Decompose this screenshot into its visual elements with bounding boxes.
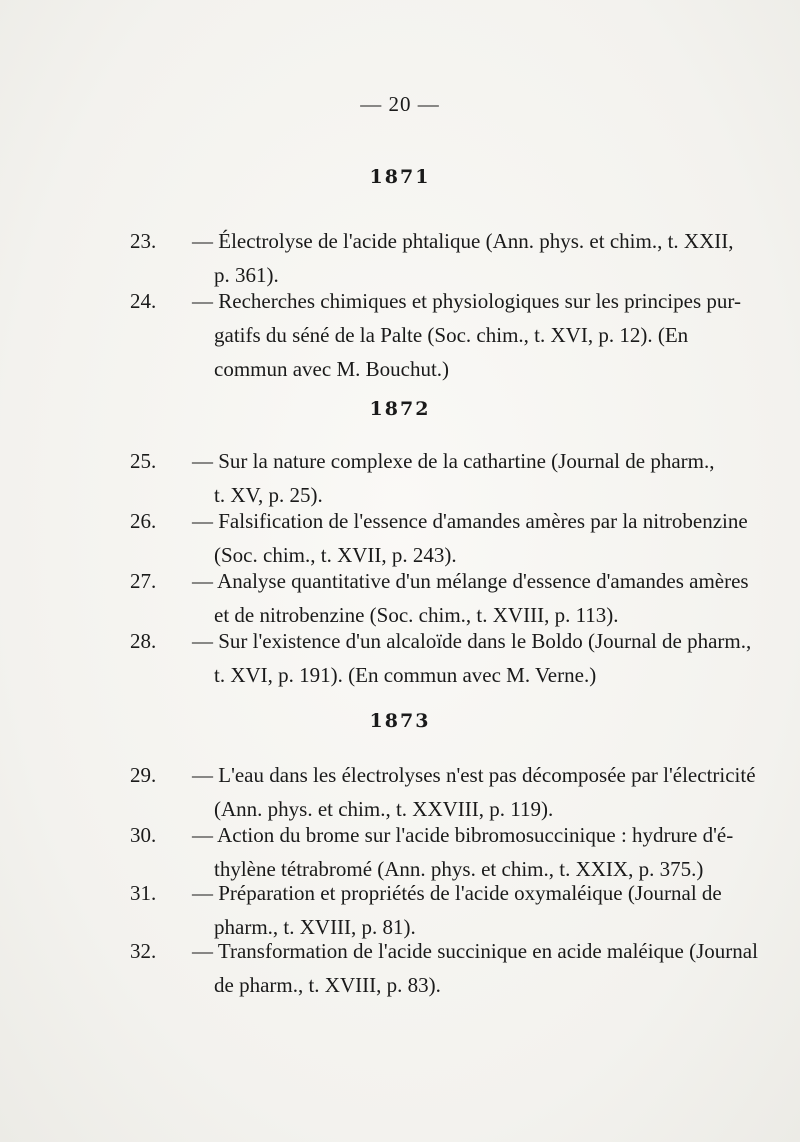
entry-line: de pharm., t. XVIII, p. 83).	[214, 973, 441, 997]
entry-number: 25.	[130, 449, 157, 473]
entry-number: 28.	[130, 629, 157, 653]
entry-32	[130, 934, 780, 1002]
entry-line: (Ann. phys. et chim., t. XXVIII, p. 119).	[214, 797, 554, 821]
entry-line: — Recherches chimiques et physiologiques sur les principes pur-	[192, 289, 741, 313]
entry-number: 23.	[130, 229, 157, 253]
entry-28	[130, 624, 780, 692]
entry-line: — Transformation de l'acide succinique en acide maléique (Journal	[192, 939, 758, 963]
entry-number: 29.	[130, 763, 157, 787]
entry-line: gatifs du séné de la Palte (Soc. chim., t. XVI, p. 12). (En	[214, 323, 689, 347]
entry-24	[130, 284, 780, 386]
entry-line: t. XV, p. 25).	[214, 483, 323, 507]
entry-line: commun avec M. Bouchut.)	[214, 357, 450, 381]
entry-line: — Falsification de l'essence d'amandes amères par la nitrobenzine	[192, 509, 748, 533]
entry-line: p. 361).	[214, 263, 279, 287]
entry-line: — Action du brome sur l'acide bibromosuccinique : hydrure d'é-	[192, 823, 734, 847]
entry-line: pharm., t. XVIII, p. 81).	[214, 915, 416, 939]
entry-25	[130, 444, 780, 512]
entry-line: — Préparation et propriétés de l'acide oxymaléique (Journal de	[192, 881, 722, 905]
entry-number: 24.	[130, 289, 157, 313]
entry-line: — Sur l'existence d'un alcaloïde dans le Boldo (Journal de pharm.,	[192, 629, 752, 653]
entry-number: 27.	[130, 569, 157, 593]
entry-line: — Analyse quantitative d'un mélange d'essence d'amandes amères	[192, 569, 749, 593]
entry-number: 26.	[130, 509, 157, 533]
entry-line: t. XVI, p. 191). (En commun avec M. Verne.)	[214, 663, 597, 687]
entry-line: — L'eau dans les électrolyses n'est pas décomposée par l'électricité	[192, 763, 756, 787]
entry-number: 31.	[130, 881, 157, 905]
entry-line: thylène tétrabromé (Ann. phys. et chim., t. XXIX, p. 375.)	[214, 857, 704, 881]
year-heading-1871: 1871	[369, 166, 431, 188]
entry-number: 32.	[130, 939, 157, 963]
entry-line: (Soc. chim., t. XVII, p. 243).	[214, 543, 457, 567]
entry-23	[130, 224, 780, 292]
entry-26	[130, 504, 780, 572]
entry-line: — Électrolyse de l'acide phtalique (Ann. phys. et chim., t. XXII,	[192, 229, 734, 253]
entry-line: — Sur la nature complexe de la cathartine (Journal de pharm.,	[192, 449, 715, 473]
entry-29	[130, 758, 780, 826]
year-heading-1873: 1873	[369, 710, 431, 732]
year-heading-1872: 1872	[369, 398, 431, 420]
entry-line: et de nitrobenzine (Soc. chim., t. XVIII, p. 113).	[214, 603, 619, 627]
entry-27	[130, 564, 780, 632]
entry-number: 30.	[130, 823, 157, 847]
page-number: — 20 —	[360, 92, 440, 116]
